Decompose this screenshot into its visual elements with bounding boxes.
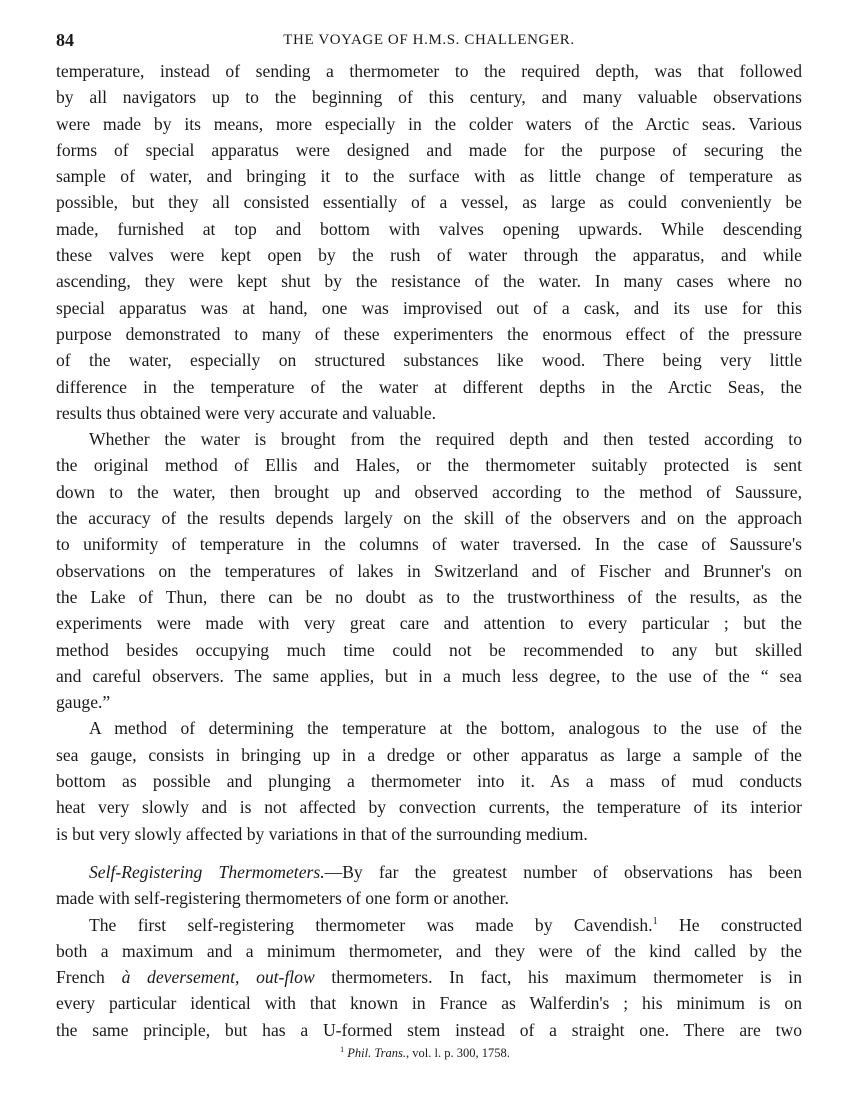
page-number: 84 xyxy=(56,30,74,50)
text-line: observations on the temperatures of lakes in Switzerland and of Fischer and Brunner's on xyxy=(56,560,802,581)
text-line: every particular identical with that known in France as Walferdin's ; his minimum is on xyxy=(56,993,802,1014)
text-line: made with self-registering thermometers of one form or another. xyxy=(56,888,509,909)
text-line: bottom as possible and plunging a thermometer into it. As a mass of mud conducts xyxy=(56,771,802,792)
section-heading-line xyxy=(56,859,802,885)
text-line: temperature, instead of sending a thermometer to the required depth, was that followed xyxy=(56,61,802,81)
text-line xyxy=(56,912,802,938)
text-line: possible, but they all consisted essentially of a vessel, as large as could conveniently be xyxy=(56,192,802,213)
text-line xyxy=(56,964,802,990)
text-run: The first self-registering thermometer was made by Cavendish. xyxy=(89,914,653,935)
text-line: the same principle, but has a U-formed stem instead of a straight one. There are two xyxy=(56,1019,802,1040)
text-line: and careful observers. The same applies, but in a much less degree, to the use of the “ sea xyxy=(56,665,802,686)
text-line: ascending, they were kept shut by the resistance of the water. In many cases where no xyxy=(56,271,802,292)
footnote-source: Phil. Trans. xyxy=(347,1046,406,1060)
text-line: method besides occupying much time could not be recommended to any but skilled xyxy=(56,639,802,660)
text-line: gauge.” xyxy=(56,692,111,713)
footnote xyxy=(0,1046,850,1061)
section-heading: Self-Registering Thermometers. xyxy=(89,861,325,882)
text-line: sample of water, and bringing it to the surface with as little change of temperature as xyxy=(56,166,802,187)
section-heading-text: —By far the greatest number of observations has been xyxy=(324,861,802,882)
text-line: the Lake of Thun, there can be no doubt as to the trustworthiness of the results, as the xyxy=(56,586,802,607)
footnote-reference[interactable]: 1 xyxy=(652,915,658,927)
text-line: special apparatus was at hand, one was improvised out of a cask, and its use for this xyxy=(56,297,802,318)
text-line: the accuracy of the results depends largely on the skill of the observers and on the approach xyxy=(56,508,802,529)
body-text xyxy=(56,58,802,1043)
text-line: heat very slowly and is not affected by convection currents, the temperature of its interior xyxy=(56,797,802,818)
text-line: forms of special apparatus were designed and made for the purpose of securing the xyxy=(56,139,802,160)
text-run: French xyxy=(56,967,122,988)
text-line: difference in the temperature of the water at different depths in the Arctic Seas, the xyxy=(56,376,802,397)
text-line: to uniformity of temperature in the columns of water traversed. In the case of Saussure's xyxy=(56,534,802,555)
text-line: both a maximum and a minimum thermometer, and they were of the kind called by the xyxy=(56,940,802,961)
text-line: Whether the water is brought from the required depth and then tested according to xyxy=(89,429,802,450)
italic-term: à deversement, out-flow xyxy=(121,967,315,988)
text-line: were made by its means, more especially in the colder waters of the Arctic seas. Various xyxy=(56,113,802,134)
running-title: THE VOYAGE OF H.M.S. CHALLENGER. xyxy=(283,32,575,48)
text-line: these valves were kept open by the rush of water through the apparatus, and while xyxy=(56,245,802,266)
text-line: of the water, especially on structured substances like wood. There being very little xyxy=(56,350,802,371)
text-line: by all navigators up to the beginning of this century, and many valuable observations xyxy=(56,87,802,108)
text-line: sea gauge, consists in bringing up in a dredge or other apparatus as large a sample of the xyxy=(56,744,802,765)
text-line: is but very slowly affected by variations in that of the surrounding medium. xyxy=(56,823,588,844)
footnote-text: , vol. l. p. 300, 1758. xyxy=(406,1046,510,1060)
footnote-marker: 1 xyxy=(340,1045,345,1054)
text-line: down to the water, then brought up and observed according to the method of Saussure, xyxy=(56,481,802,502)
text-run: thermometers. In fact, his maximum thermometer is in xyxy=(314,967,802,988)
text-line: A method of determining the temperature at the bottom, analogous to the use of the xyxy=(89,718,802,739)
text-line: the original method of Ellis and Hales, or the thermometer suitably protected is sent xyxy=(56,455,802,476)
text-run: He constructed xyxy=(657,914,802,935)
text-line: made, furnished at top and bottom with valves opening upwards. While descending xyxy=(56,218,802,239)
text-line: purpose demonstrated to many of these experimenters the enormous effect of the pressure xyxy=(56,323,802,344)
page-header xyxy=(56,30,802,54)
text-line: results thus obtained were very accurate and valuable. xyxy=(56,402,437,423)
text-line: experiments were made with very great care and attention to every particular ; but the xyxy=(56,613,802,634)
